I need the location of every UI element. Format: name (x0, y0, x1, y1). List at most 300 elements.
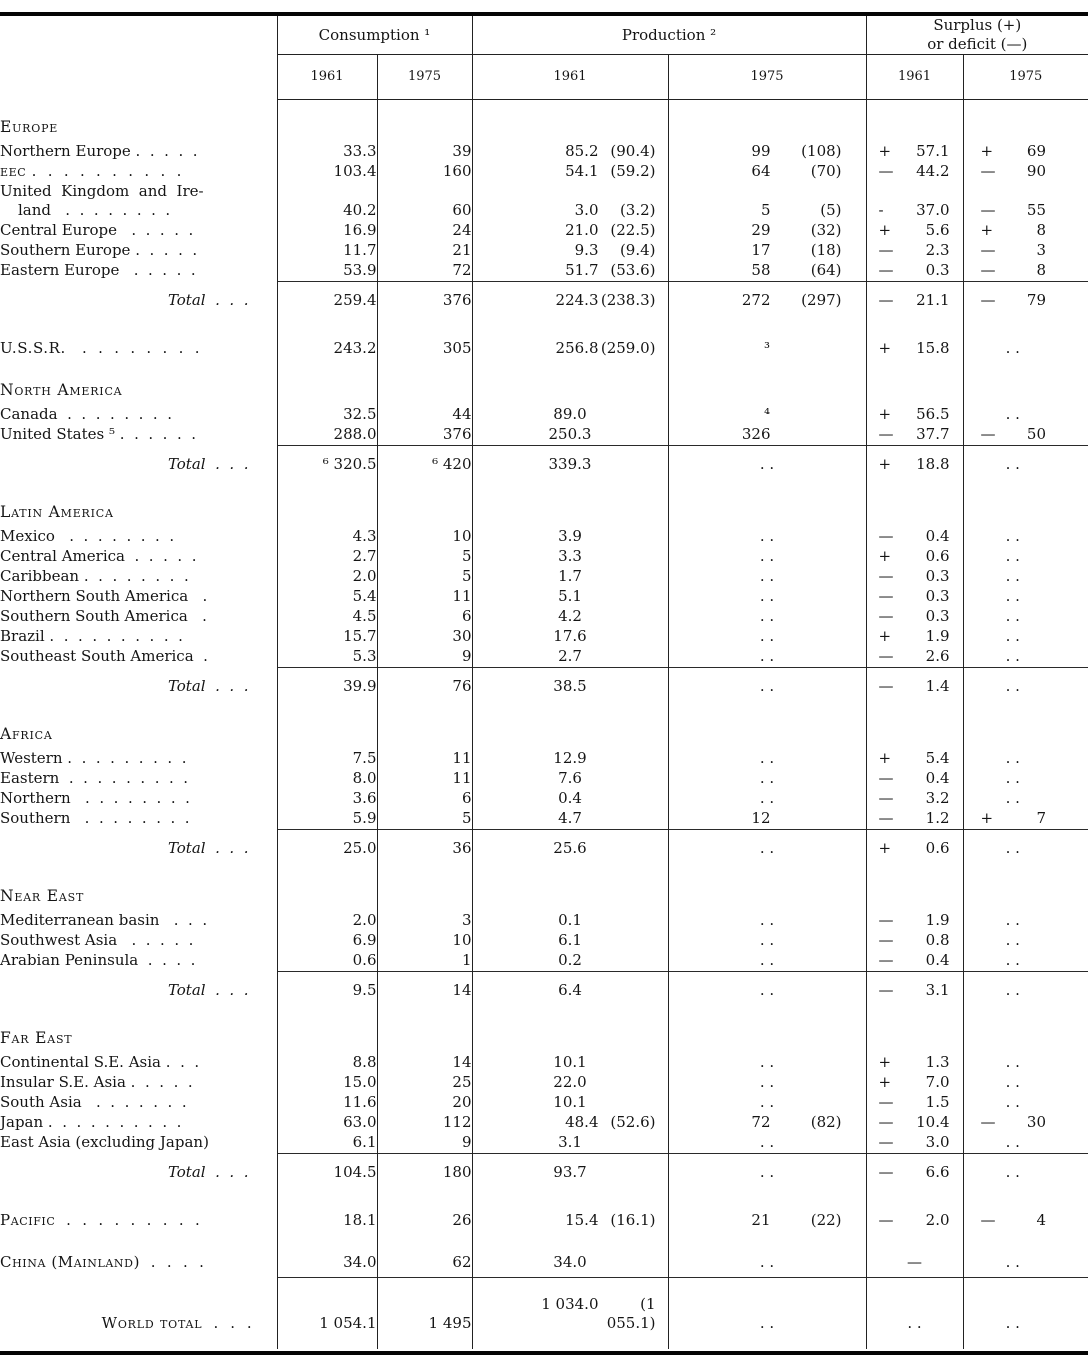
table-row (0, 405, 1088, 425)
row-label-line2: land . . . . . . . . (18, 200, 171, 219)
consumption-1961-cell (277, 100, 377, 142)
production-1961-cell (472, 221, 668, 241)
row-label: Canada . . . . . . . . (0, 404, 173, 423)
consumption-1975-cell: 6 (377, 789, 472, 809)
production-1961-cell: 250.3 (472, 425, 668, 446)
row-label: World total . . . (101, 1313, 253, 1332)
surplus-value: 56.5 (916, 404, 950, 423)
surplus-1961-cell (866, 321, 963, 363)
surplus-1975-cell: . . (963, 1133, 1088, 1154)
surplus-1961-cell (866, 951, 963, 972)
surplus-sign: - (878, 200, 884, 219)
consumption-1961-cell: ⁶ 320.5 (277, 445, 377, 485)
production-1975-cell (668, 1113, 866, 1133)
surplus-value: 30 (1026, 1112, 1047, 1131)
production-value: 29 (751, 220, 771, 239)
production-1975-cell: . . (668, 1053, 866, 1073)
production-1975-cell: . . (668, 445, 866, 485)
consumption-1961-cell: 5.9 (277, 809, 377, 830)
production-1975-cell: . . (668, 627, 866, 647)
consumption-1961-cell: 18.1 (277, 1193, 377, 1235)
production-1975-cell (668, 162, 866, 182)
surplus-1961-cell (866, 1053, 963, 1073)
production-1975-cell: . . (668, 547, 866, 567)
production-1961-cell: 12.9 (472, 749, 668, 769)
surplus-1961-cell (866, 931, 963, 951)
surplus-sign: + (878, 1072, 892, 1091)
consumption-1961-cell: 2.7 (277, 547, 377, 567)
surplus-1961-cell (866, 547, 963, 567)
surplus-1961-cell (866, 667, 963, 707)
production-1961-cell: 0.1 (472, 911, 668, 931)
column-group-surplus (866, 16, 1088, 55)
surplus-1961-cell (866, 1073, 963, 1093)
surplus-1961-cell (866, 162, 963, 182)
table-row (0, 1193, 1088, 1235)
production-1961-cell: 1.7 (472, 567, 668, 587)
section-header: North America (0, 380, 123, 399)
production-paren-value: (53.6) (610, 260, 656, 279)
production-1975-cell: . . (668, 647, 866, 668)
production-1961-cell: 93.7 (472, 1153, 668, 1193)
production-1975-cell: . . (668, 911, 866, 931)
surplus-1961-cell (866, 142, 963, 162)
section-header: Africa (0, 724, 53, 743)
surplus-sign: — (878, 768, 894, 787)
surplus-1975-cell: . . (963, 749, 1088, 769)
surplus-sign: — (878, 1112, 894, 1131)
row-label (0, 182, 277, 221)
consumption-1961-cell: 34.0 (277, 1235, 377, 1278)
surplus-value: 55 (1026, 200, 1047, 219)
row-label: Northern Europe . . . . . (0, 141, 198, 160)
surplus-1975-cell: . . (963, 607, 1088, 627)
consumption-1975-cell: 24 (377, 221, 472, 241)
row-label: United States ⁵ . . . . . . (0, 425, 197, 443)
section-header: Far East (0, 1028, 73, 1047)
consumption-1961-cell: 25.0 (277, 829, 377, 869)
surplus-sign: — (878, 980, 894, 999)
table-row (0, 607, 1088, 627)
consumption-1975-cell: 376 (377, 281, 472, 321)
year-header-row (0, 55, 1088, 100)
surplus-sign: + (878, 1052, 892, 1071)
consumption-1975-cell: 44 (377, 405, 472, 425)
surplus-sign: — (980, 1112, 996, 1131)
consumption-1975-cell: 76 (377, 667, 472, 707)
surplus-sign: — (878, 260, 894, 279)
production-1975-cell: . . (668, 667, 866, 707)
surplus-1961-cell (866, 527, 963, 547)
surplus-sign: — (878, 1162, 894, 1181)
production-1975-cell: . . (668, 1277, 866, 1349)
surplus-sign: + (878, 338, 892, 357)
consumption-1961-cell: 3.6 (277, 789, 377, 809)
surplus-sign: + (878, 626, 892, 645)
surplus-value: 3.0 (925, 1132, 950, 1151)
surplus-1975-cell: . . (963, 1053, 1088, 1073)
production-1975-cell (668, 485, 866, 527)
table-header (0, 16, 1088, 100)
surplus-value: 79 (1026, 290, 1047, 309)
surplus-sign: — (980, 200, 996, 219)
row-label: Total . . . (167, 1162, 249, 1181)
consumption-1975-cell: ⁶ 420 (377, 445, 472, 485)
surplus-1975-cell (963, 425, 1088, 446)
surplus-value: 0.3 (925, 566, 950, 585)
total-row (0, 971, 1088, 1011)
production-1975-cell: . . (668, 1093, 866, 1113)
surplus-value: 0.3 (925, 586, 950, 605)
production-1961-cell: 3.1 (472, 1133, 668, 1154)
production-1975-cell: . . (668, 1133, 866, 1154)
production-1975-cell: . . (668, 749, 866, 769)
surplus-sign: + (878, 141, 892, 160)
row-label: Central America . . . . . (0, 546, 197, 565)
surplus-sign: — (878, 240, 894, 259)
production-1961-cell (472, 142, 668, 162)
production-value: 21.0 (565, 220, 599, 239)
consumption-1961-cell (277, 1011, 377, 1053)
production-value: 72 (751, 1112, 771, 1131)
production-1975-cell: ⁴ (668, 405, 866, 425)
production-1961-cell (472, 363, 668, 405)
total-row (0, 667, 1088, 707)
surplus-header-line2: or deficit (—) (927, 35, 1028, 53)
production-value: 48.4 (565, 1112, 599, 1131)
surplus-1961-cell (866, 445, 963, 485)
surplus-sign: — (878, 161, 894, 180)
production-1975-cell: . . (668, 1235, 866, 1278)
surplus-1961-cell: — (866, 1235, 963, 1278)
production-1961-cell: 4.7 (472, 809, 668, 830)
section-header: Near East (0, 886, 85, 905)
surplus-1975-cell: . . (963, 769, 1088, 789)
production-value: 85.2 (565, 141, 599, 160)
surplus-value: 10.4 (916, 1112, 950, 1131)
row-label: China (Mainland) . . . . (0, 1253, 205, 1271)
surplus-1975-cell: . . (963, 547, 1088, 567)
surplus-sign: — (980, 290, 996, 309)
table-row (0, 1053, 1088, 1073)
label-column-header (0, 16, 277, 55)
surplus-1975-cell: . . (963, 911, 1088, 931)
consumption-1975-cell: 39 (377, 142, 472, 162)
surplus-sign: — (980, 424, 996, 443)
production-1975-cell (668, 281, 866, 321)
table-row (0, 931, 1088, 951)
surplus-value: 7 (1036, 808, 1047, 827)
production-1961-cell: 6.1 (472, 931, 668, 951)
row-label: Southeast South America . (0, 647, 208, 665)
year-header: 1975 (377, 55, 472, 100)
production-1961-cell: 22.0 (472, 1073, 668, 1093)
surplus-1961-cell (866, 587, 963, 607)
consumption-1975-cell: 9 (377, 647, 472, 668)
surplus-value: 0.8 (925, 930, 950, 949)
consumption-1961-cell: 11.6 (277, 1093, 377, 1113)
surplus-value: 2.3 (925, 240, 950, 259)
surplus-value: 4 (1036, 1210, 1047, 1229)
surplus-1975-cell (963, 1193, 1088, 1235)
table-row (0, 162, 1088, 182)
production-1975-cell: ³ (668, 321, 866, 363)
table-row (0, 647, 1088, 668)
surplus-1961-cell (866, 707, 963, 749)
surplus-sign: — (878, 424, 894, 443)
consumption-1961-cell: 104.5 (277, 1153, 377, 1193)
surplus-value: 1.2 (925, 808, 950, 827)
table-row (0, 1235, 1088, 1278)
row-label: Arabian Peninsula . . . . (0, 951, 196, 969)
consumption-1961-cell: 53.9 (277, 261, 377, 282)
surplus-value: 0.4 (925, 526, 950, 545)
production-paren-value: (9.4) (619, 240, 656, 259)
consumption-1961-cell (277, 485, 377, 527)
production-1975-cell (668, 1011, 866, 1053)
surplus-value: 0.3 (925, 260, 950, 279)
surplus-value: 0.4 (925, 950, 950, 969)
surplus-1975-cell: . . (963, 405, 1088, 425)
surplus-1961-cell (866, 911, 963, 931)
surplus-sign: + (878, 404, 892, 423)
surplus-1975-cell: . . (963, 951, 1088, 972)
production-value: 58 (751, 260, 771, 279)
row-label: Mediterranean basin . . . (0, 910, 208, 929)
production-paren-value (771, 425, 866, 444)
table-body (0, 100, 1088, 1349)
production-1975-cell: . . (668, 1073, 866, 1093)
surplus-1961-cell (866, 647, 963, 668)
consumption-1961-cell: 288.0 (277, 425, 377, 446)
surplus-value: 7.0 (925, 1072, 950, 1091)
row-label: East Asia (excluding Japan) (0, 1133, 209, 1151)
surplus-1975-cell: . . (963, 445, 1088, 485)
production-1975-cell (668, 261, 866, 282)
consumption-1961-cell: 243.2 (277, 321, 377, 363)
production-1961-cell (472, 100, 668, 142)
surplus-1961-cell (866, 1153, 963, 1193)
surplus-1961-cell (866, 221, 963, 241)
consumption-1975-cell: 112 (377, 1113, 472, 1133)
surplus-1961-cell (866, 789, 963, 809)
surplus-value: 44.2 (916, 161, 950, 180)
row-label: Pacific . . . . . . . . . (0, 1210, 201, 1229)
production-value: 9.3 (574, 240, 599, 259)
row-label: Japan . . . . . . . . . . (0, 1112, 182, 1131)
production-paren-value: (52.6) (610, 1112, 656, 1131)
consumption-1975-cell: 6 (377, 607, 472, 627)
production-1975-cell: . . (668, 567, 866, 587)
production-paren-value: (238.3) (600, 290, 656, 309)
production-value: 256.8 (555, 338, 599, 357)
surplus-1961-cell (866, 485, 963, 527)
consumption-1975-cell: 26 (377, 1193, 472, 1235)
surplus-1975-cell: . . (963, 931, 1088, 951)
consumption-1961-cell (277, 363, 377, 405)
table-row (0, 1073, 1088, 1093)
production-value: 64 (751, 161, 771, 180)
surplus-sign: — (878, 788, 894, 807)
consumption-1975-cell: 14 (377, 971, 472, 1011)
row-label: South Asia . . . . . . . (0, 1092, 187, 1111)
surplus-sign: — (980, 1210, 996, 1229)
total-row (0, 829, 1088, 869)
row-label: Southern Europe . . . . . (0, 240, 198, 259)
surplus-1975-cell (963, 363, 1088, 405)
surplus-value: 15.8 (916, 338, 950, 357)
production-1975-cell: . . (668, 607, 866, 627)
surplus-1975-cell: . . (963, 1277, 1088, 1349)
consumption-1961-cell: 103.4 (277, 162, 377, 182)
production-1961-cell (472, 162, 668, 182)
consumption-1975-cell: 11 (377, 587, 472, 607)
column-group-row (0, 16, 1088, 55)
surplus-1961-cell (866, 971, 963, 1011)
surplus-1961-cell: . . (866, 1277, 963, 1349)
row-label: Caribbean . . . . . . . . (0, 566, 189, 585)
surplus-value: 50 (1026, 424, 1047, 443)
surplus-sign: — (878, 930, 894, 949)
production-1961-cell: 0.2 (472, 951, 668, 972)
surplus-1975-cell: . . (963, 647, 1088, 668)
row-label: Total . . . (167, 838, 249, 857)
bottom-rule (0, 1351, 1088, 1355)
row-label-line1: United Kingdom and Ire- (0, 181, 204, 200)
production-paren-value: (59.2) (610, 161, 656, 180)
production-value: 21 (751, 1210, 771, 1229)
production-value: 51.7 (565, 260, 599, 279)
table-row (0, 221, 1088, 241)
surplus-1961-cell (866, 1011, 963, 1053)
production-1961-cell (472, 1277, 668, 1349)
consumption-1961-cell: 40.2 (277, 182, 377, 221)
surplus-value: 8 (1036, 220, 1047, 239)
consumption-1975-cell: 10 (377, 931, 472, 951)
production-1975-cell (668, 425, 866, 446)
consumption-1975-cell: 62 (377, 1235, 472, 1278)
row-label: Eastern . . . . . . . . . (0, 768, 189, 787)
row-label: Total . . . (167, 290, 249, 309)
table-row (0, 547, 1088, 567)
table-row (0, 749, 1088, 769)
production-paren-value: (3.2) (619, 200, 656, 219)
section-header: Latin America (0, 502, 114, 521)
consumption-1961-cell: 2.0 (277, 911, 377, 931)
surplus-1961-cell (866, 405, 963, 425)
production-value: 12 (751, 808, 771, 827)
total-row (0, 281, 1088, 321)
surplus-sign: + (980, 220, 994, 239)
surplus-sign: — (878, 290, 894, 309)
table-row (0, 809, 1088, 830)
production-1975-cell (668, 100, 866, 142)
surplus-1975-cell: . . (963, 587, 1088, 607)
table-row (0, 627, 1088, 647)
surplus-sign: — (980, 161, 996, 180)
surplus-sign: — (878, 1092, 894, 1111)
consumption-1975-cell: 10 (377, 527, 472, 547)
table-row (0, 1133, 1088, 1154)
production-1975-cell: . . (668, 527, 866, 547)
surplus-1975-cell (963, 1113, 1088, 1133)
surplus-sign: — (878, 606, 894, 625)
consumption-1975-cell (377, 869, 472, 911)
surplus-value: 0.6 (925, 838, 950, 857)
surplus-header-line1: Surplus (+) (933, 16, 1022, 34)
production-1961-cell: 0.4 (472, 789, 668, 809)
consumption-1961-cell (277, 707, 377, 749)
surplus-1975-cell (963, 162, 1088, 182)
consumption-1961-cell: 1 054.1 (277, 1277, 377, 1349)
surplus-1961-cell (866, 869, 963, 911)
surplus-1961-cell (866, 627, 963, 647)
surplus-1975-cell (963, 707, 1088, 749)
production-1975-cell: . . (668, 829, 866, 869)
surplus-1961-cell (866, 567, 963, 587)
row-label: Mexico . . . . . . . . (0, 526, 175, 545)
consumption-1975-cell (377, 485, 472, 527)
surplus-1961-cell (866, 607, 963, 627)
consumption-1961-cell: 63.0 (277, 1113, 377, 1133)
surplus-value: 1.4 (925, 676, 950, 695)
surplus-1975-cell: . . (963, 1093, 1088, 1113)
surplus-value: 1.9 (925, 626, 950, 645)
surplus-value: 57.1 (916, 141, 950, 160)
row-label: Continental S.E. Asia . . . (0, 1052, 200, 1071)
production-1961-cell (472, 182, 668, 221)
consumption-1961-cell: 0.6 (277, 951, 377, 972)
production-1975-cell (668, 142, 866, 162)
table-row (0, 527, 1088, 547)
consumption-1975-cell: 5 (377, 567, 472, 587)
production-paren-value: (82) (810, 1112, 842, 1131)
surplus-1975-cell: . . (963, 667, 1088, 707)
surplus-1975-cell (963, 182, 1088, 221)
production-1961-cell: 6.4 (472, 971, 668, 1011)
surplus-value: 3.2 (925, 788, 950, 807)
row-label: Eastern Europe . . . . . (0, 261, 196, 279)
surplus-1961-cell (866, 261, 963, 282)
production-1961-cell: 34.0 (472, 1235, 668, 1278)
production-1961-cell: 3.3 (472, 547, 668, 567)
production-1961-cell (472, 1113, 668, 1133)
surplus-value: 3 (1036, 240, 1047, 259)
row-label: Total . . . (167, 980, 249, 999)
production-1975-cell (668, 363, 866, 405)
consumption-1961-cell: 6.1 (277, 1133, 377, 1154)
surplus-value: 5.6 (925, 220, 950, 239)
production-1975-cell: . . (668, 769, 866, 789)
production-1961-cell (472, 261, 668, 282)
section-row (0, 485, 1088, 527)
surplus-1961-cell (866, 829, 963, 869)
production-paren-value: (32) (810, 220, 842, 239)
surplus-value: 0.3 (925, 606, 950, 625)
production-value: 54.1 (565, 161, 599, 180)
row-label: Southern . . . . . . . . (0, 809, 190, 827)
surplus-1961-cell (866, 182, 963, 221)
surplus-value: 2.0 (925, 1210, 950, 1229)
production-1975-cell (668, 707, 866, 749)
production-paren-value: (16.1) (610, 1210, 656, 1229)
surplus-1961-cell (866, 363, 963, 405)
consumption-1961-cell: 15.0 (277, 1073, 377, 1093)
table-row (0, 567, 1088, 587)
production-1975-cell (668, 221, 866, 241)
row-label: Brazil . . . . . . . . . . (0, 626, 183, 645)
production-value: 99 (751, 141, 771, 160)
